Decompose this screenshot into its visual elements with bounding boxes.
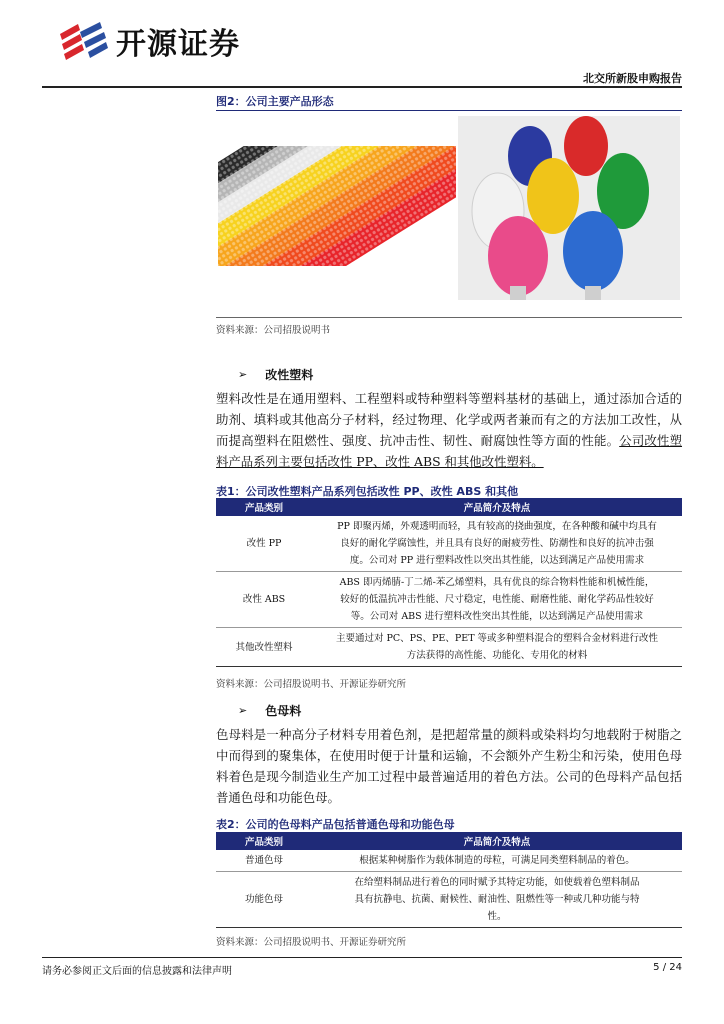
desc-line: 性。 bbox=[487, 911, 507, 922]
table-cell-description bbox=[312, 572, 682, 628]
desc-line: 方法获得的高性能、功能化、专用化的材料 bbox=[406, 650, 588, 661]
paragraph-text: 塑料改性是在通用塑料、工程塑料或特种塑料等塑料基材的基础上，通过添加合适的助剂、填料或其他高分子材料，经过物理、化学或两者兼而有之的方法加工改性，从而提高塑料在阻燃性、强度、抗冲击性、韧性、耐腐蚀性等方面的性能。 bbox=[216, 391, 682, 448]
table2-header-description: 产品简介及特点 bbox=[312, 832, 682, 850]
report-type: 北交所新股申购报告 bbox=[583, 72, 682, 85]
figure-title: 图2：公司主要产品形态 bbox=[216, 95, 334, 108]
logo-mark-icon bbox=[58, 20, 110, 62]
table1-header-category: 产品类别 bbox=[216, 498, 312, 516]
table-cell-description bbox=[312, 628, 682, 667]
table-cell-description bbox=[312, 872, 682, 928]
modified-plastics-paragraph bbox=[216, 388, 682, 472]
table-cell-category: 功能色母 bbox=[216, 872, 312, 928]
section-heading-text: 色母料 bbox=[265, 704, 302, 718]
table1-header-row bbox=[216, 498, 682, 516]
arrow-bullet-icon: ➢ bbox=[238, 368, 248, 381]
page-number: 5 / 24 bbox=[653, 962, 682, 973]
footer-divider bbox=[42, 957, 682, 958]
table2-title: 表2：公司的色母料产品包括普通色母和功能色母 bbox=[216, 818, 455, 831]
figure-divider bbox=[216, 110, 682, 111]
table-row bbox=[216, 572, 682, 628]
table-row bbox=[216, 872, 682, 928]
table-cell-description bbox=[312, 850, 682, 872]
desc-line: ABS 即丙烯腈-丁二烯-苯乙烯塑料，具有优良的综合物料性能和机械性能， bbox=[339, 577, 655, 588]
desc-line: 良好的耐化学腐蚀性，并且具有良好的耐疲劳性、防潮性和良好的抗冲击强 bbox=[340, 538, 654, 549]
desc-line: 等。公司对 ABS 进行塑料改性突出其性能，以达到满足产品使用需求 bbox=[350, 611, 644, 622]
desc-line: 根据某种树脂作为载体制造的母粒，可满足同类塑料制品的着色。 bbox=[359, 855, 635, 866]
arrow-bullet-icon: ➢ bbox=[238, 704, 248, 717]
company-name: 开源证券 bbox=[116, 27, 240, 62]
table2-header-row bbox=[216, 832, 682, 850]
desc-line: 主要通过对 PC、PS、PE、PET 等或多种塑料混合的塑料合金材料进行改性 bbox=[335, 633, 659, 644]
table-cell-description bbox=[312, 516, 682, 572]
section-heading-modified-plastics bbox=[238, 366, 313, 383]
header-divider bbox=[42, 86, 682, 88]
figure-source: 资料来源：公司招股说明书 bbox=[216, 325, 331, 336]
table-row bbox=[216, 516, 682, 572]
footer-disclaimer: 请务必参阅正文后面的信息披露和法律声明 bbox=[42, 966, 232, 977]
table-row bbox=[216, 850, 682, 872]
desc-line: 较好的低温抗冲击性能、尺寸稳定，电性能、耐磨性能、耐化学药品性较好 bbox=[340, 594, 654, 605]
table-cell-category: 其他改性塑料 bbox=[216, 628, 312, 667]
table1-source: 资料来源：公司招股说明书、开源证券研究所 bbox=[216, 679, 407, 690]
company-logo bbox=[58, 20, 240, 62]
pellet-bulbs-image bbox=[458, 116, 680, 300]
table1 bbox=[216, 498, 682, 667]
desc-line: PP 即聚丙烯，外观透明而轻，具有较高的挠曲强度，在各种酸和碱中均具有 bbox=[337, 521, 657, 532]
section-heading-text: 改性塑料 bbox=[265, 368, 314, 382]
table-row bbox=[216, 628, 682, 667]
pellet-rows-image bbox=[218, 116, 456, 300]
table1-title: 表1：公司改性塑料产品系列包括改性 PP、改性 ABS 和其他 bbox=[216, 485, 519, 498]
table2-source: 资料来源：公司招股说明书、开源证券研究所 bbox=[216, 937, 407, 948]
masterbatch-paragraph: 色母料是一种高分子材料专用着色剂，是把超常量的颜料或染料均匀地载附于树脂之中而得到的聚集体，在使用时便于计量和运输，不会额外产生粉尘和污染，使用色母料着色是现今制造业生产加工过程中最普遍适用的着色方法。公司的色母料产品包括普通色母和功能色母。 bbox=[216, 727, 682, 805]
desc-line: 在给塑料制品进行着色的同时赋予其特定功能，如使载着色塑料制品 bbox=[354, 877, 640, 888]
table-cell-category: 普通色母 bbox=[216, 850, 312, 872]
table-cell-category: 改性 ABS bbox=[216, 572, 312, 628]
table-cell-category: 改性 PP bbox=[216, 516, 312, 572]
paragraph-underlined-text: 公司改性塑料产品系列主要包括改性 PP、改性 ABS 和其他改性塑料。 bbox=[216, 433, 683, 469]
desc-line: 具有抗静电、抗菌、耐候性、耐油性、阻燃性等一种或几种功能与特 bbox=[354, 894, 640, 905]
section-heading-masterbatch bbox=[238, 702, 301, 719]
desc-line: 度。公司对 PP 进行塑料改性以突出其性能，以达到满足产品使用需求 bbox=[349, 555, 645, 566]
table1-header-description: 产品简介及特点 bbox=[312, 498, 682, 516]
table2 bbox=[216, 832, 682, 928]
figure-bottom-divider bbox=[216, 317, 682, 318]
table2-header-category: 产品类别 bbox=[216, 832, 312, 850]
